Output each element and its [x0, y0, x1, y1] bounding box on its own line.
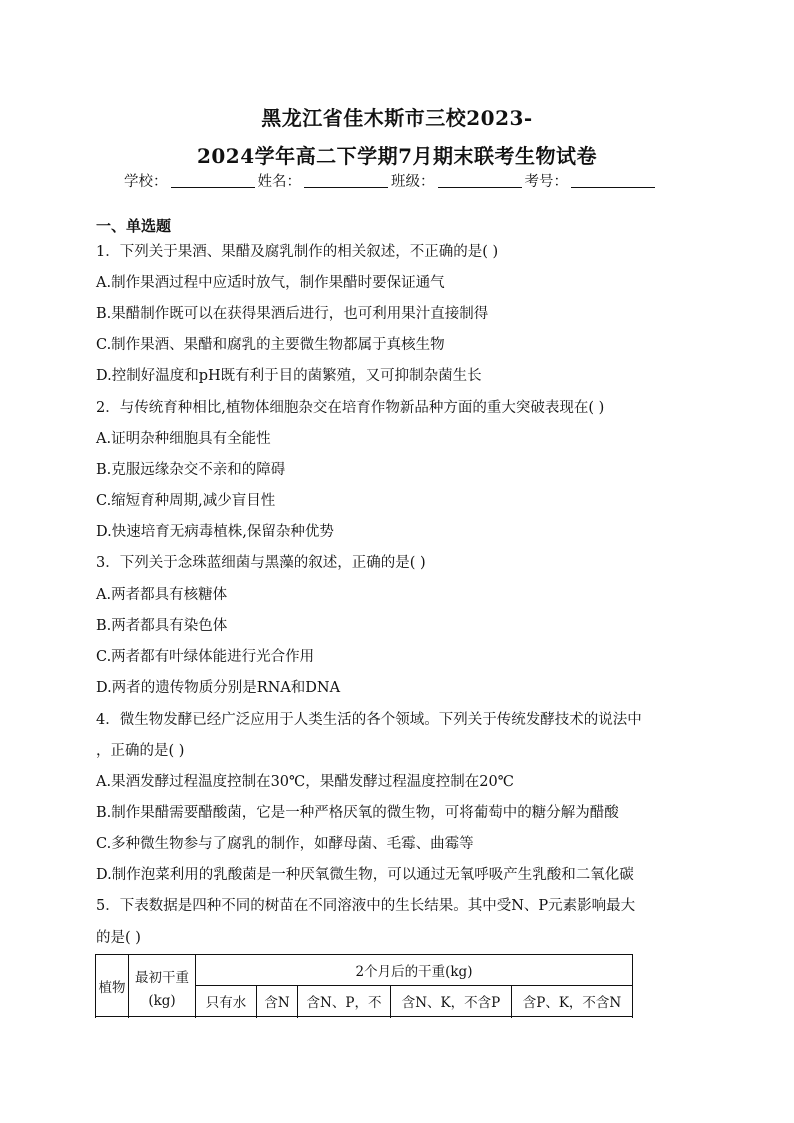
question-1-option-c: C.制作果酒、果醋和腐乳的主要微生物都属于真核生物	[96, 337, 445, 353]
class-label: 班级：	[391, 174, 435, 190]
page-bottom-margin	[0, 1018, 794, 1123]
question-2-option-d: D.快速培育无病毒植株,保留杂种优势	[96, 524, 334, 540]
question-4-option-a: A.果酒发酵过程温度控制在30℃，果醋发酵过程温度控制在20℃	[96, 774, 514, 790]
section-heading: 一、单选题	[96, 217, 172, 235]
question-1-option-a: A.制作果酒过程中应适时放气，制作果醋时要保证通气	[96, 275, 445, 291]
table-subheader: 含N	[257, 986, 298, 1017]
question-4-option-d: D.制作泡菜利用的乳酸菌是一种厌氧微生物，可以通过无氧呼吸产生乳酸和二氧化碳	[96, 867, 634, 883]
question-2-option-a: A.证明杂种细胞具有全能性	[96, 431, 271, 447]
question-1-stem: 1．下列关于果酒、果醋及腐乳制作的相关叙述，不正确的是( )	[96, 244, 499, 260]
table-subheader: 含N、P，不	[298, 986, 391, 1017]
question-1-option-d: D.控制好温度和pH既有利于目的菌繁殖，又可抑制杂菌生长	[96, 368, 482, 384]
document-title-line1: 黑龙江省佳木斯市三校2023-	[261, 106, 533, 130]
school-label: 学校：	[124, 174, 168, 190]
question-2-stem: 2．与传统育种相比,植物体细胞杂交在培育作物新品种方面的重大突破表现在( )	[96, 400, 605, 416]
table-header-initial: 最初干重	[129, 955, 196, 986]
name-blank	[304, 173, 388, 188]
table-subheader: 含N、K，不含P	[391, 986, 512, 1017]
number-blank	[571, 173, 655, 188]
question-4-stem-continued: ，正确的是( )	[96, 743, 185, 759]
question-3-option-d: D.两者的遗传物质分别是RNA和DNA	[96, 680, 341, 696]
question-3-stem: 3．下列关于念珠蓝细菌与黑藻的叙述，正确的是( )	[96, 555, 426, 571]
question-3-option-c: C.两者都有叶绿体能进行光合作用	[96, 649, 315, 665]
number-label: 考号：	[524, 174, 568, 190]
table-header-initial-unit: (kg)	[129, 986, 196, 1017]
question-1-option-b: B.果醋制作既可以在获得果酒后进行，也可利用果汁直接制得	[96, 306, 489, 322]
table-subheader: 只有水	[196, 986, 257, 1017]
question-4-option-b: B.制作果醋需要醋酸菌，它是一种严格厌氧的微生物，可将葡萄中的糖分解为醋酸	[96, 805, 619, 821]
question-4-stem: 4．微生物发酵已经广泛应用于人类生活的各个领域。下列关于传统发酵技术的说法中	[96, 712, 642, 728]
table-header-after: 2个月后的干重(kg)	[196, 955, 633, 986]
question-3-option-b: B.两者都具有染色体	[96, 618, 228, 634]
question-3-option-a: A.两者都具有核糖体	[96, 587, 228, 603]
school-blank	[171, 173, 255, 188]
table-header-plant: 植物	[96, 955, 129, 1017]
class-blank	[438, 173, 522, 188]
question-2-option-b: B.克服远缘杂交不亲和的障碍	[96, 462, 286, 478]
student-info-row	[124, 170, 658, 191]
name-label: 姓名：	[257, 174, 301, 190]
question-2-option-c: C.缩短育种周期,减少盲目性	[96, 493, 276, 509]
question-5-stem-continued: 的是( )	[96, 930, 141, 946]
question-4-option-c: C.多种微生物参与了腐乳的制作，如酵母菌、毛霉、曲霉等	[96, 836, 474, 852]
document-title-line2: 2024学年高二下学期7月期末联考生物试卷	[196, 144, 598, 168]
question-5-stem: 5．下表数据是四种不同的树苗在不同溶液中的生长结果。其中受N、P元素影响最大	[96, 898, 636, 914]
table-subheader: 含P、K，不含N	[512, 986, 633, 1017]
